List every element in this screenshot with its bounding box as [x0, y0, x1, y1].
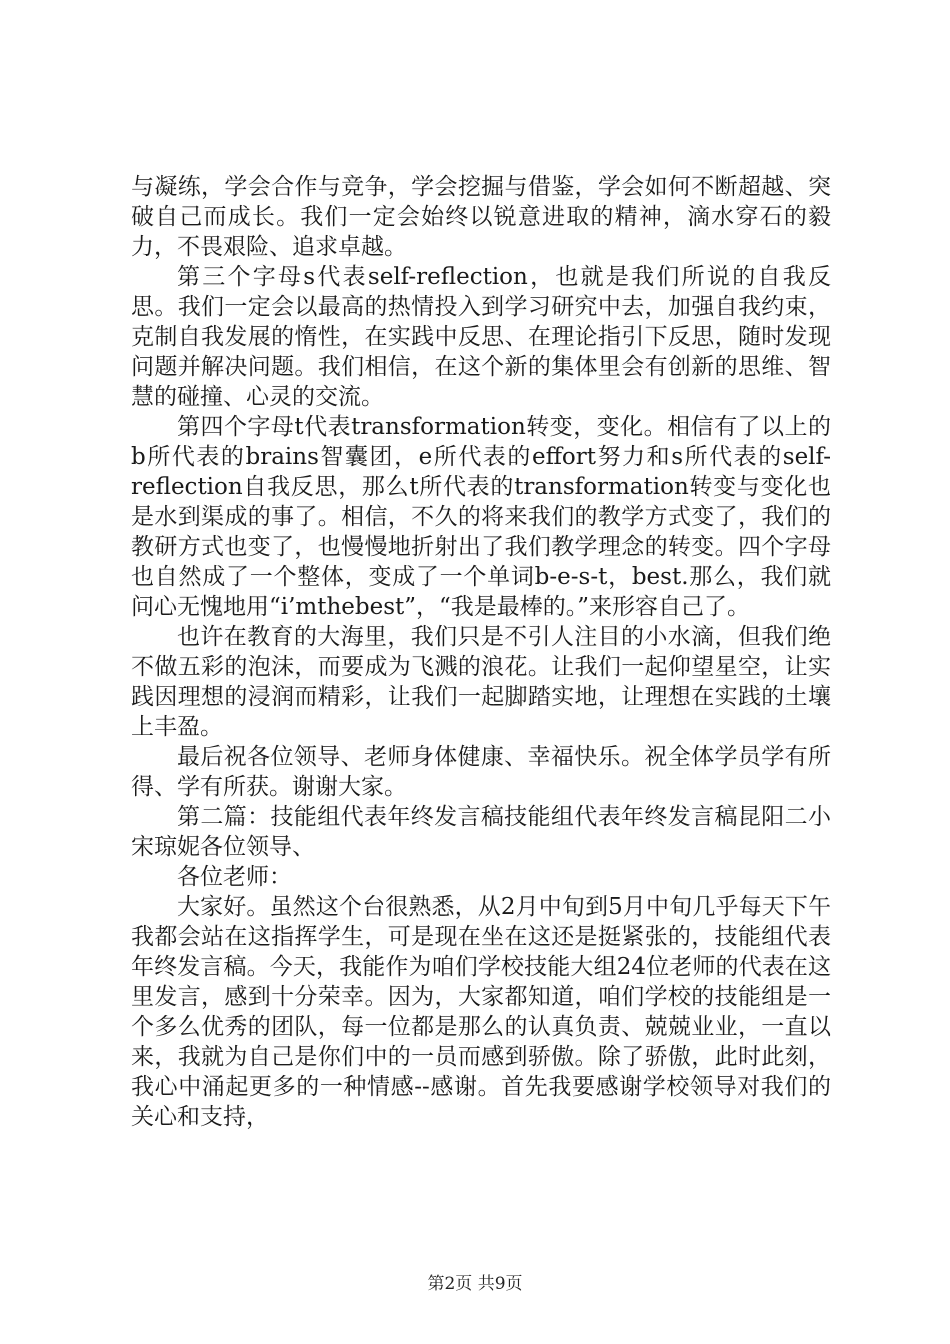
page-number-footer: 第2页 共9页: [427, 1274, 523, 1294]
paragraph-letter-t: 第四个字母t代表transformation转变，变化。相信有了以上的b所代表的brains智囊团，e所代表的effort努力和s所代表的self-reflection自我反思，那么t所代表的transformation转变与变化也是水到渠成的事了。相信，不久的将来我们的教学方式变了，我们的教研方式也变了，也慢慢地折射出了我们教学理念的转变。四个字母也自然成了一个整体，变成了一个单词b-e-s-t，best.那么，我们就问心无愧地用“i’mthebest”，“我是最棒的。”来形容自己了。: [131, 414, 831, 620]
document-body: [131, 172, 831, 1132]
paragraph-continuation: 与凝练，学会合作与竞争，学会挖掘与借鉴，学会如何不断超越、突破自己而成长。我们一定会始终以锐意进取的精神，滴水穿石的毅力，不畏艰险、追求卓越。: [131, 174, 831, 260]
paragraph-education-sea: 也许在教育的大海里，我们只是不引人注目的小水滴，但我们绝不做五彩的泡沫，而要成为飞溅的浪花。让我们一起仰望星空，让实践因理想的浸润而精彩，让我们一起脚踏实地，让理想在实践的土壤上丰盈。: [131, 624, 831, 740]
paragraph-closing-wishes: 最后祝各位领导、老师身体健康、幸福快乐。祝全体学员学有所得、学有所获。谢谢大家。: [131, 744, 831, 800]
paragraph-letter-s: 第三个字母s代表self-reflection，也就是我们所说的自我反思。我们一定会以最高的热情投入到学习研究中去，加强自我约束，克制自我发展的惰性，在实践中反思、在理论指引下反思，随时发现问题并解决问题。我们相信，在这个新的集体里会有创新的思维、智慧的碰撞、心灵的交流。: [131, 264, 831, 410]
paragraph-greeting-body: 大家好。虽然这个台很熟悉，从2月中旬到5月中旬几乎每天下午我都会站在这指挥学生，可是现在坐在这还是挺紧张的，技能组代表年终发言稿。今天，我能作为咱们学校技能大组24位老师的代表在这里发言，感到十分荣幸。因为，大家都知道，咱们学校的技能组是一个多么优秀的团队，每一位都是那么的认真负责、兢兢业业，一直以来，我就为自己是你们中的一员而感到骄傲。除了骄傲，此时此刻，我心中涌起更多的一种情感--感谢。首先我要感谢学校领导对我们的关心和支持，: [131, 894, 831, 1130]
section-heading-second: 第二篇：技能组代表年终发言稿技能组代表年终发言稿昆阳二小宋琼妮各位领导、: [131, 804, 831, 860]
paragraph-salutation: 各位老师：: [177, 864, 292, 890]
